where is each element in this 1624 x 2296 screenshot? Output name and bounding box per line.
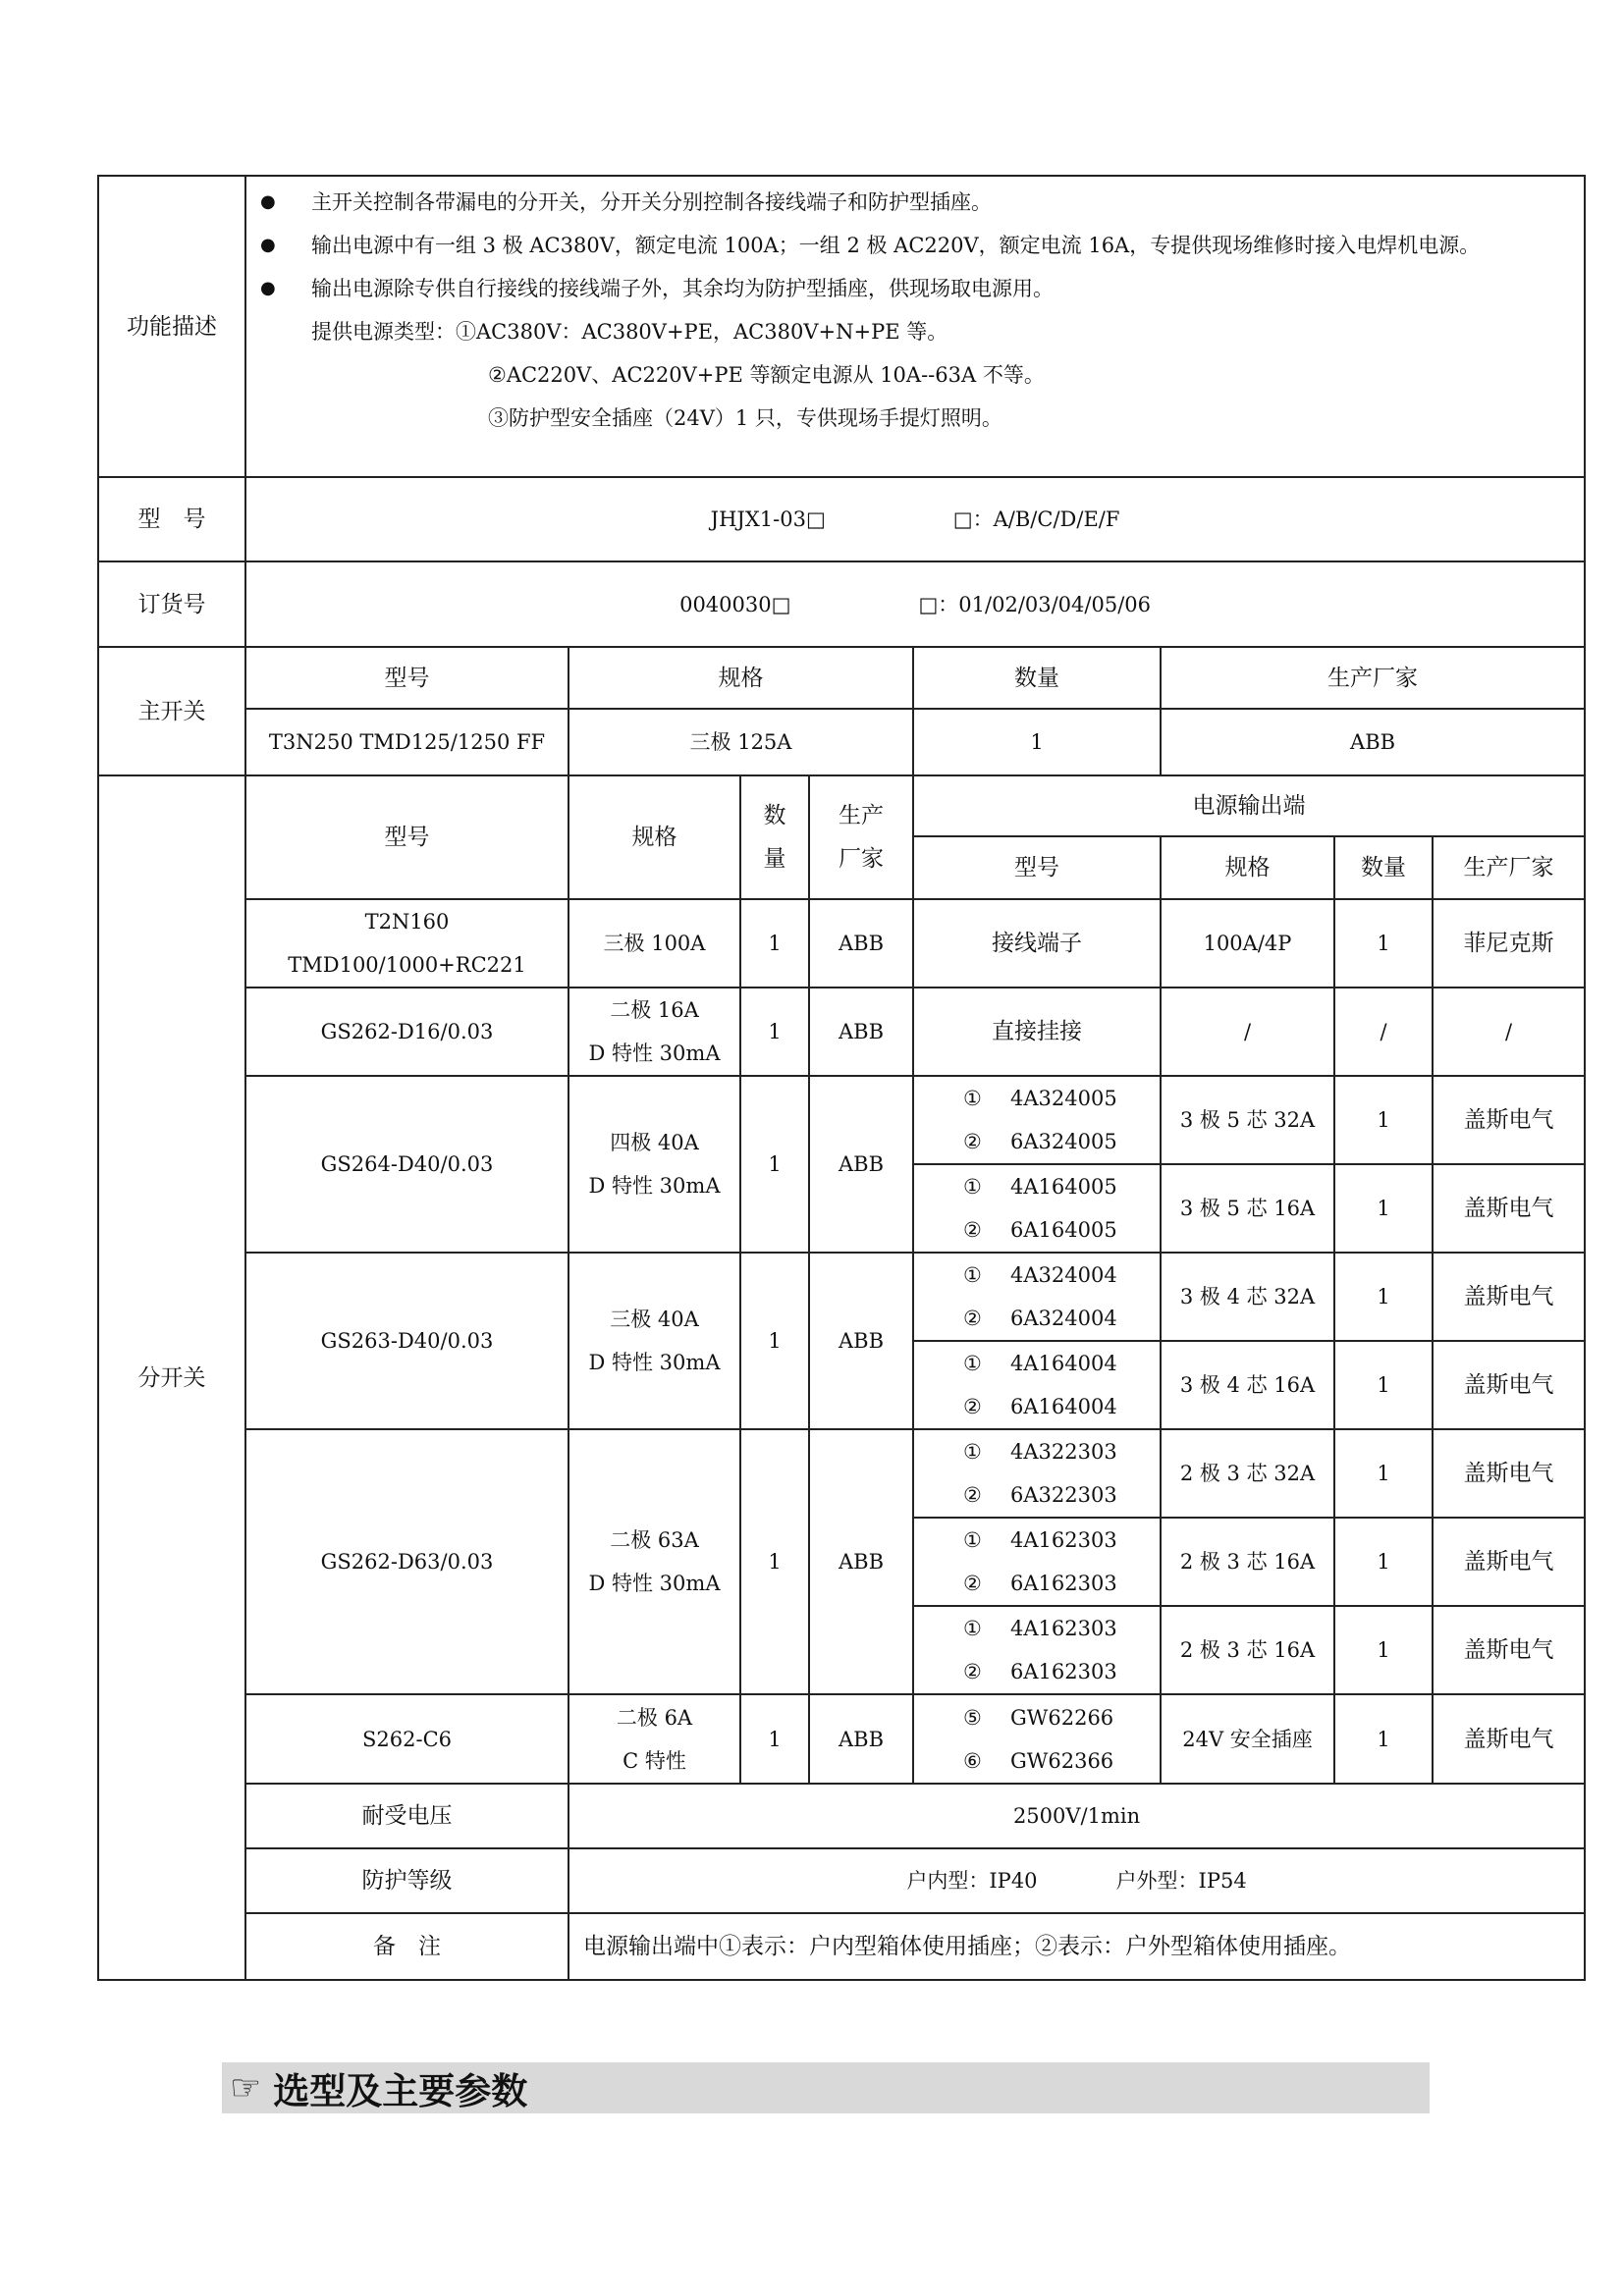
output-qty: 1 bbox=[1334, 1429, 1433, 1518]
model-row bbox=[98, 477, 1585, 561]
table-cell: ABB bbox=[1161, 709, 1585, 775]
branch-spec: 三极 40A D 特性 30mA bbox=[568, 1253, 740, 1429]
output-qty: 1 bbox=[1334, 1076, 1433, 1164]
output-model: ① 4A162303 ② 6A162303 bbox=[913, 1606, 1161, 1694]
column-header: 规格 bbox=[568, 775, 740, 899]
branch-model: GS262-D16/0.03 bbox=[245, 988, 568, 1076]
branch-spec: 二极 63A D 特性 30mA bbox=[568, 1429, 740, 1694]
order-cell bbox=[245, 561, 1585, 647]
branch-mfr: ABB bbox=[809, 1694, 913, 1784]
output-model: 直接挂接 bbox=[913, 988, 1161, 1076]
spec-table bbox=[97, 175, 1586, 1981]
column-header: 型号 bbox=[245, 775, 568, 899]
branch-model: T2N160 TMD100/1000+RC221 bbox=[245, 899, 568, 988]
branch-model: GS262-D63/0.03 bbox=[245, 1429, 568, 1694]
branch-mfr: ABB bbox=[809, 899, 913, 988]
function-bullet: ● 主开关控制各带漏电的分开关，分开关分别控制各接线端子和防护型插座。 bbox=[260, 181, 1574, 224]
branch-mfr: ABB bbox=[809, 1076, 913, 1253]
branch-qty: 1 bbox=[740, 1429, 809, 1694]
output-header: 电源输出端 bbox=[913, 775, 1585, 836]
table-cell: 1 bbox=[913, 709, 1161, 775]
output-mfr: 盖斯电气 bbox=[1433, 1429, 1585, 1518]
branch-mfr: ABB bbox=[809, 988, 913, 1076]
output-mfr: 菲尼克斯 bbox=[1433, 899, 1585, 988]
branch-qty: 1 bbox=[740, 988, 809, 1076]
main-switch-row bbox=[98, 709, 1585, 775]
branch-qty: 1 bbox=[740, 899, 809, 988]
output-model: ⑤ GW62266 ⑥ GW62366 bbox=[913, 1694, 1161, 1784]
column-header: 型号 bbox=[913, 836, 1161, 899]
main-switch-header-row bbox=[98, 647, 1585, 709]
function-bullet: ● 输出电源除专供自行接线的接线端子外，其余均为防护型插座，供现场取电源用。 bbox=[260, 267, 1574, 310]
output-spec: 100A/4P bbox=[1161, 899, 1334, 988]
order-value: 0040030□ bbox=[679, 592, 791, 616]
table-row bbox=[98, 1694, 1585, 1784]
output-model: ① 4A162303 ② 6A162303 bbox=[913, 1518, 1161, 1606]
protection-indoor: 户内型：IP40 bbox=[906, 1869, 1038, 1893]
pointing-hand-icon: ☞ bbox=[230, 2067, 262, 2109]
voltage-row bbox=[98, 1784, 1585, 1848]
model-label: 型 号 bbox=[98, 477, 245, 561]
column-header: 生产厂家 bbox=[1161, 647, 1585, 709]
output-mfr: 盖斯电气 bbox=[1433, 1606, 1585, 1694]
table-cell: 三极 125A bbox=[568, 709, 913, 775]
branch-model: GS263-D40/0.03 bbox=[245, 1253, 568, 1429]
output-mfr: 盖斯电气 bbox=[1433, 1694, 1585, 1784]
output-spec: 3 极 5 芯 16A bbox=[1161, 1164, 1334, 1253]
table-row bbox=[98, 988, 1585, 1076]
output-mfr: 盖斯电气 bbox=[1433, 1341, 1585, 1429]
output-mfr: 盖斯电气 bbox=[1433, 1076, 1585, 1164]
output-mfr: / bbox=[1433, 988, 1585, 1076]
voltage-label: 耐受电压 bbox=[245, 1784, 568, 1848]
protection-outdoor: 户外型：IP54 bbox=[1115, 1869, 1247, 1893]
table-row bbox=[98, 1429, 1585, 1518]
power-type-line: ②AC220V、AC220V+PE 等额定电源从 10A--63A 不等。 bbox=[488, 363, 1045, 387]
model-value: JHJX1-03□ bbox=[710, 507, 826, 531]
model-cell bbox=[245, 477, 1585, 561]
column-header: 规格 bbox=[568, 647, 913, 709]
output-spec: 2 极 3 芯 16A bbox=[1161, 1606, 1334, 1694]
power-type-line: ③防护型安全插座（24V）1 只，专供现场手提灯照明。 bbox=[488, 406, 1002, 430]
table-row bbox=[98, 1076, 1585, 1164]
protection-row bbox=[98, 1848, 1585, 1913]
branch-spec: 二极 6A C 特性 bbox=[568, 1694, 740, 1784]
output-spec: 3 极 4 芯 16A bbox=[1161, 1341, 1334, 1429]
voltage-value: 2500V/1min bbox=[568, 1784, 1585, 1848]
output-qty: / bbox=[1334, 988, 1433, 1076]
output-spec: 24V 安全插座 bbox=[1161, 1694, 1334, 1784]
output-qty: 1 bbox=[1334, 1606, 1433, 1694]
main-switch-label: 主开关 bbox=[98, 647, 245, 775]
output-spec: / bbox=[1161, 988, 1334, 1076]
output-spec: 2 极 3 芯 32A bbox=[1161, 1429, 1334, 1518]
branch-mfr: ABB bbox=[809, 1253, 913, 1429]
output-qty: 1 bbox=[1334, 899, 1433, 988]
column-header: 生产厂家 bbox=[1433, 836, 1585, 899]
section-heading-text: 选型及主要参数 bbox=[273, 2070, 528, 2112]
branch-header-row bbox=[98, 775, 1585, 836]
output-model: 接线端子 bbox=[913, 899, 1161, 988]
output-model: ① 4A164005 ② 6A164005 bbox=[913, 1164, 1161, 1253]
section-heading bbox=[222, 2062, 1430, 2113]
output-qty: 1 bbox=[1334, 1694, 1433, 1784]
function-row bbox=[98, 176, 1585, 477]
output-qty: 1 bbox=[1334, 1164, 1433, 1253]
function-label: 功能描述 bbox=[98, 176, 245, 477]
output-mfr: 盖斯电气 bbox=[1433, 1164, 1585, 1253]
power-type-line: 提供电源类型：①AC380V：AC380V+PE，AC380V+N+PE 等。 bbox=[311, 320, 948, 344]
branch-qty: 1 bbox=[740, 1253, 809, 1429]
branch-qty: 1 bbox=[740, 1076, 809, 1253]
branch-spec: 三极 100A bbox=[568, 899, 740, 988]
branch-model: S262-C6 bbox=[245, 1694, 568, 1784]
output-model: ① 4A324005 ② 6A324005 bbox=[913, 1076, 1161, 1164]
remark-label: 备 注 bbox=[245, 1913, 568, 1980]
branch-switch-label: 分开关 bbox=[98, 775, 245, 1980]
output-model: ① 4A164004 ② 6A164004 bbox=[913, 1341, 1161, 1429]
output-mfr: 盖斯电气 bbox=[1433, 1253, 1585, 1341]
function-description bbox=[245, 176, 1585, 477]
branch-spec: 四极 40A D 特性 30mA bbox=[568, 1076, 740, 1253]
branch-spec: 二极 16A D 特性 30mA bbox=[568, 988, 740, 1076]
output-qty: 1 bbox=[1334, 1253, 1433, 1341]
column-header: 数量 bbox=[1334, 836, 1433, 899]
order-label: 订货号 bbox=[98, 561, 245, 647]
protection-label: 防护等级 bbox=[245, 1848, 568, 1913]
function-bullet: ● 输出电源中有一组 3 极 AC380V，额定电流 100A；一组 2 极 AC220V，额定电流 16A，专提供现场维修时接入电焊机电源。 bbox=[260, 224, 1574, 267]
remark-row bbox=[98, 1913, 1585, 1980]
branch-mfr: ABB bbox=[809, 1429, 913, 1694]
output-model: ① 4A322303 ② 6A322303 bbox=[913, 1429, 1161, 1518]
branch-qty: 1 bbox=[740, 1694, 809, 1784]
table-cell: T3N250 TMD125/1250 FF bbox=[245, 709, 568, 775]
order-options: □：01/02/03/04/05/06 bbox=[918, 592, 1152, 616]
protection-cell bbox=[568, 1848, 1585, 1913]
remark-value: 电源输出端中①表示：户内型箱体使用插座；②表示：户外型箱体使用插座。 bbox=[568, 1913, 1585, 1980]
model-options: □：A/B/C/D/E/F bbox=[952, 507, 1120, 531]
column-header: 数量 bbox=[913, 647, 1161, 709]
output-spec: 3 极 5 芯 32A bbox=[1161, 1076, 1334, 1164]
column-header: 生产 厂家 bbox=[809, 775, 913, 899]
column-header: 型号 bbox=[245, 647, 568, 709]
output-model: ① 4A324004 ② 6A324004 bbox=[913, 1253, 1161, 1341]
table-row bbox=[98, 1253, 1585, 1341]
output-mfr: 盖斯电气 bbox=[1433, 1518, 1585, 1606]
output-spec: 2 极 3 芯 16A bbox=[1161, 1518, 1334, 1606]
table-row bbox=[98, 899, 1585, 988]
branch-model: GS264-D40/0.03 bbox=[245, 1076, 568, 1253]
order-row bbox=[98, 561, 1585, 647]
output-spec: 3 极 4 芯 32A bbox=[1161, 1253, 1334, 1341]
output-qty: 1 bbox=[1334, 1341, 1433, 1429]
output-qty: 1 bbox=[1334, 1518, 1433, 1606]
column-header: 数 量 bbox=[740, 775, 809, 899]
column-header: 规格 bbox=[1161, 836, 1334, 899]
